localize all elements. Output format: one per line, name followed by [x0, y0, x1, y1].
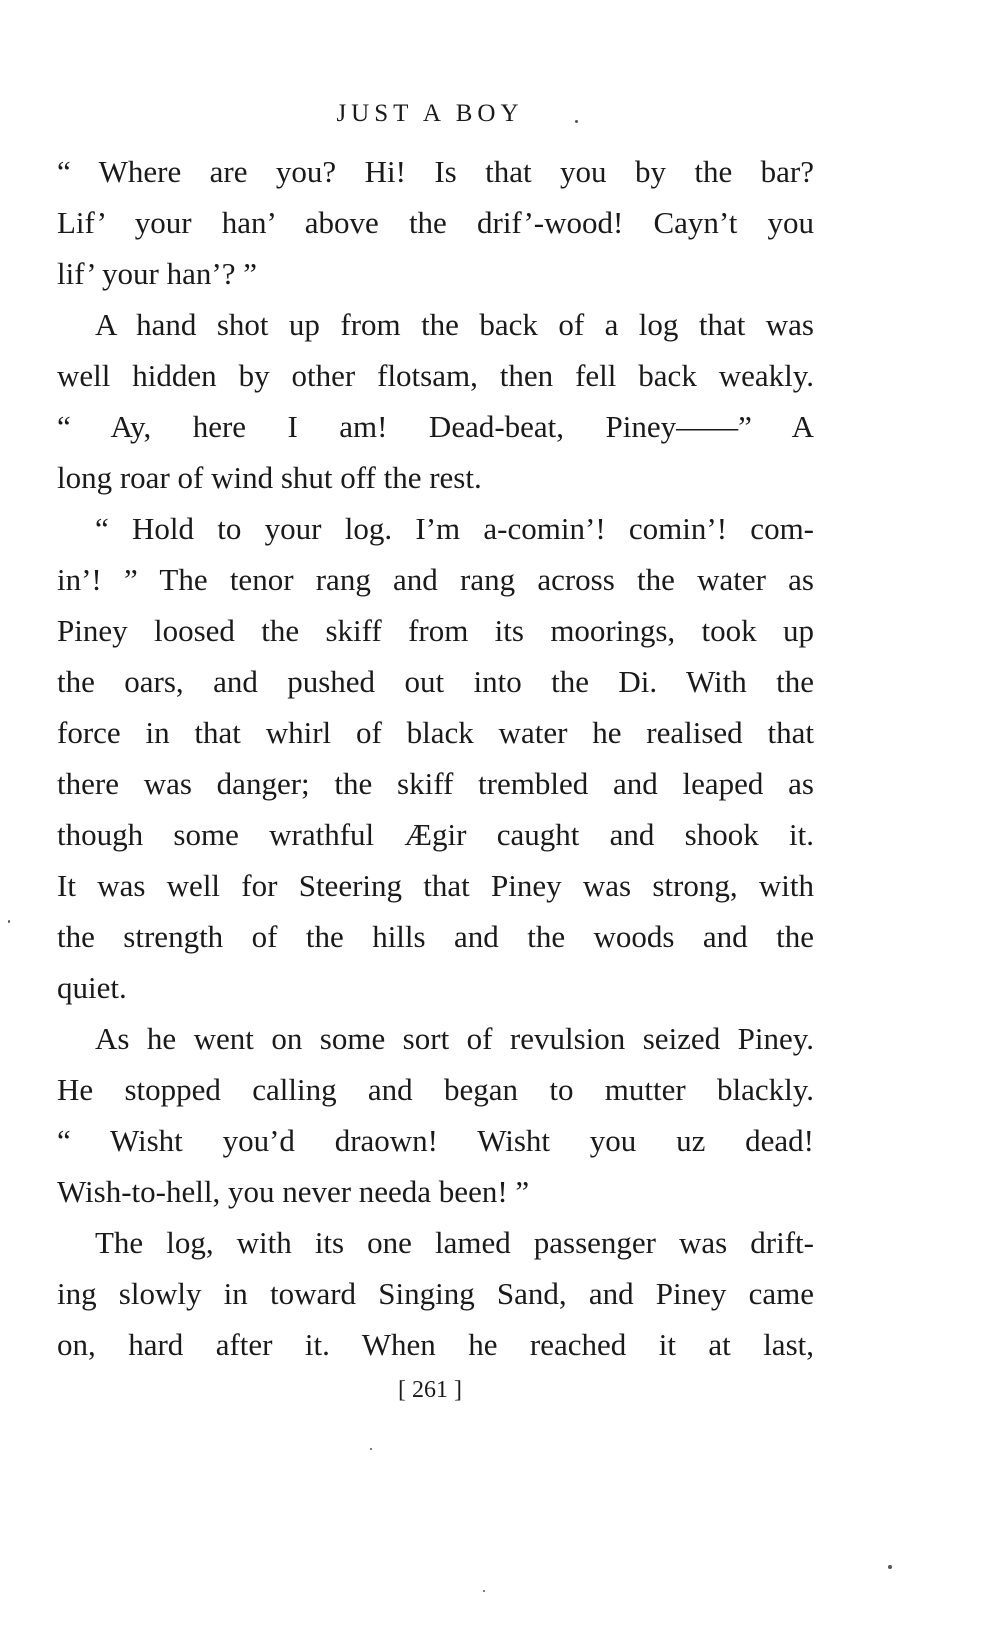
text-line: though some wrathful Ægir caught and shook it. — [57, 817, 814, 852]
text-line: on, hard after it. When he reached it at last, — [57, 1327, 814, 1362]
text-line: A hand shot up from the back of a log that was — [95, 307, 814, 342]
page-number: [ 261 ] — [398, 1377, 462, 1403]
text-line: “ Wisht you’d draown! Wisht you uz dead! — [57, 1123, 814, 1158]
body-text — [57, 146, 814, 1370]
running-head: JUST A BOY — [336, 100, 524, 127]
text-line: “ Hold to your log. I’m a-comin’! comin’! com- — [95, 511, 814, 546]
text-line: As he went on some sort of revulsion seized Piney. — [95, 1021, 814, 1056]
paper-speck — [370, 1448, 372, 1450]
text-line: force in that whirl of black water he realised that — [57, 715, 814, 750]
text-line: lif’ your han’? ” — [57, 256, 257, 291]
text-line: “ Where are you? Hi! Is that you by the bar? — [57, 154, 814, 189]
text-line: quiet. — [57, 970, 127, 1005]
text-line: Piney loosed the skiff from its moorings, took up — [57, 613, 814, 648]
text-line: the oars, and pushed out into the Di. With the — [57, 664, 814, 699]
paper-speck — [8, 920, 10, 923]
text-line: there was danger; the skiff trembled and leaped as — [57, 766, 814, 801]
text-line: in’! ” The tenor rang and rang across the water as — [57, 562, 814, 597]
text-line: Wish-to-hell, you never needa been! ” — [57, 1174, 530, 1209]
text-line: ing slowly in toward Singing Sand, and Piney came — [57, 1276, 814, 1311]
text-line: He stopped calling and began to mutter blackly. — [57, 1072, 814, 1107]
text-line: the strength of the hills and the woods and the — [57, 919, 814, 954]
text-line: Lif’ your han’ above the drif’-wood! Cayn’t you — [57, 205, 814, 240]
text-line: It was well for Steering that Piney was strong, with — [57, 868, 814, 903]
paper-speck — [888, 1565, 892, 1569]
paper-speck — [575, 120, 578, 123]
paper-speck — [483, 1590, 485, 1592]
text-line: The log, with its one lamed passenger was drift- — [95, 1225, 814, 1260]
text-line: well hidden by other flotsam, then fell back weakly. — [57, 358, 814, 393]
text-line: “ Ay, here I am! Dead-beat, Piney——” A — [57, 409, 814, 444]
text-line: long roar of wind shut off the rest. — [57, 460, 482, 495]
